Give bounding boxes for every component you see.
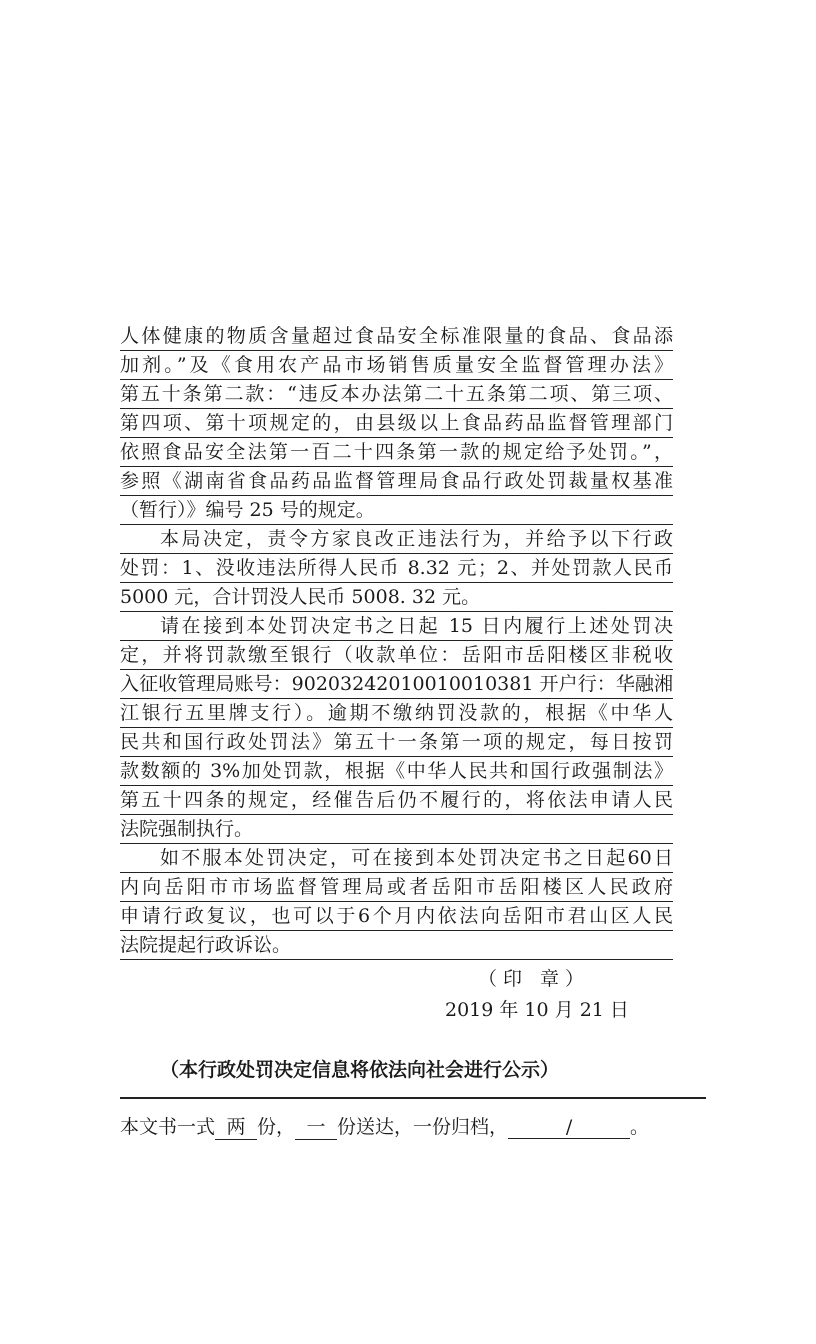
text-line: 法院提起行政诉讼。 (120, 931, 673, 960)
footer-text: 份送达，一份归档， (337, 1116, 509, 1138)
issue-date: 2019 年 10 月 21 日 (445, 999, 629, 1021)
text-line: 入征收管理局账号：90203242010010010381 开户行：华融湘 (120, 670, 673, 699)
text-line: 依照食品安全法第一百二十四条第一款的规定给予处罚。”， (120, 438, 673, 467)
text-line: 第五十条第二款：“违反本办法第二十五条第二项、第三项、 (120, 380, 673, 409)
text-line: 处罚：1、没收违法所得人民币 8.32 元；2、并处罚款人民币 (120, 554, 673, 583)
footer-suffix: 。 (630, 1116, 650, 1138)
text-line: 江银行五里牌支行）。逾期不缴纳罚没款的，根据《中华人 (120, 699, 673, 728)
text-line: 如不服本处罚决定，可在接到本处罚决定书之日起60日 (120, 844, 673, 873)
delivered-count-field: 一 (295, 1112, 337, 1140)
copies-footer (120, 1112, 649, 1140)
penalty-decision-paragraph (120, 525, 673, 612)
footer-text: 份， (257, 1116, 296, 1138)
text-line: 法院强制执行。 (120, 815, 673, 844)
public-notice: （本行政处罚决定信息将依法向社会进行公示） (160, 1059, 560, 1081)
text-line: 民共和国行政处罚法》第五十一条第一项的规定，每日按罚 (120, 728, 673, 757)
legal-basis-paragraph (120, 322, 673, 525)
text-line: 定，并将罚款缴至银行（收款单位：岳阳市岳阳楼区非税收 (120, 641, 673, 670)
text-line: 请在接到本处罚决定书之日起 15 日内履行上述处罚决 (120, 612, 673, 641)
copies-count-field: 两 (215, 1112, 257, 1140)
footer-prefix: 本文书一式 (120, 1116, 216, 1138)
text-line: 第四项、第十项规定的，由县级以上食品药品监督管理部门 (120, 409, 673, 438)
text-line: 第五十四条的规定，经催告后仍不履行的，将依法申请人民 (120, 786, 673, 815)
text-line: （暂行）》编号 25 号的规定。 (120, 496, 673, 525)
text-line: 款数额的 3%加处罚款，根据《中华人民共和国行政强制法》 (120, 757, 673, 786)
text-line: 5000 元，合计罚没人民币 5008. 32 元。 (120, 583, 673, 612)
text-line: 加剂。”及《食用农产品市场销售质量安全监督管理办法》 (120, 351, 673, 380)
payment-instruction-paragraph (120, 612, 673, 844)
other-field: / (508, 1116, 630, 1139)
text-line: 申请行政复议，也可以于6个月内依法向岳阳市君山区人民 (120, 902, 673, 931)
text-line: 本局决定，责令方家良改正违法行为，并给予以下行政 (120, 525, 673, 554)
seal-placeholder: （印 章） (478, 968, 591, 990)
divider (120, 1097, 706, 1099)
text-line: 人体健康的物质含量超过食品安全标准限量的食品、食品添 (120, 322, 673, 351)
text-line: 内向岳阳市市场监督管理局或者岳阳市岳阳楼区人民政府 (120, 873, 673, 902)
appeal-rights-paragraph (120, 844, 673, 960)
text-line: 参照《湖南省食品药品监督管理局食品行政处罚裁量权基准 (120, 467, 673, 496)
decision-body (120, 322, 673, 960)
